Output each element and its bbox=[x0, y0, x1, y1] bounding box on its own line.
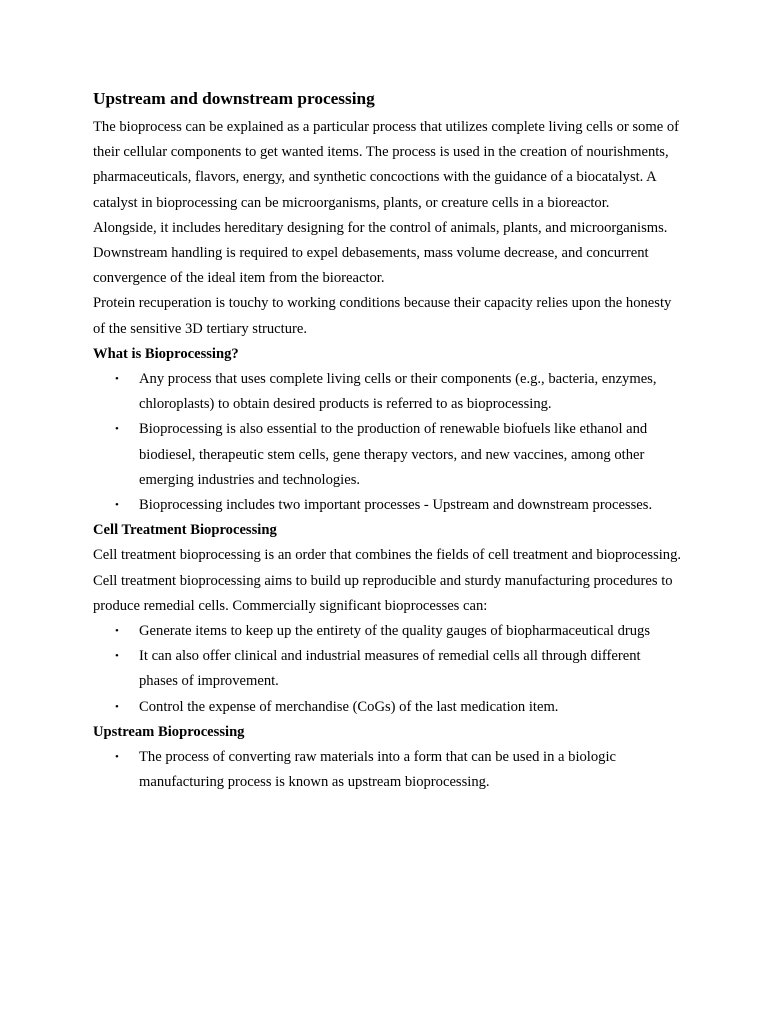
document-page bbox=[93, 86, 683, 795]
bullet-icon: • bbox=[115, 499, 119, 512]
bullet-list bbox=[93, 619, 683, 720]
section-heading-what-is-bioprocessing: What is Bioprocessing? bbox=[93, 345, 239, 362]
list-item: • Bioprocessing is also essential to the production of renewable biofuels like ethanol and biodiesel, therapeutic stem cells, gene therapy vectors, and new vaccines, among other emerging industries and technologies. bbox=[93, 417, 683, 493]
list-item: • Any process that uses complete living cells or their components (e.g., bacteria, enzymes, chloroplasts) to obtain desired products is referred to as bioprocessing. bbox=[93, 367, 683, 417]
document-title: Upstream and downstream processing bbox=[93, 89, 375, 108]
bullet-list bbox=[93, 367, 683, 518]
bullet-icon: • bbox=[115, 700, 119, 713]
bullet-icon: • bbox=[115, 751, 119, 764]
bullet-list bbox=[93, 745, 683, 795]
bullet-icon: • bbox=[115, 650, 119, 663]
list-item: • Control the expense of merchandise (CoGs) of the last medication item. bbox=[93, 695, 683, 720]
bullet-icon: • bbox=[115, 373, 119, 386]
intro-paragraph: Protein recuperation is touchy to working conditions because their capacity relies upon the honesty of the sensitive 3D tertiary structure. bbox=[93, 295, 672, 337]
bullet-icon: • bbox=[115, 423, 119, 436]
list-item: • The process of converting raw materials into a form that can be used in a biologic manufacturing process is known as upstream bioprocessing. bbox=[93, 745, 683, 795]
section-heading-cell-treatment: Cell Treatment Bioprocessing bbox=[93, 522, 277, 539]
bullet-icon: • bbox=[115, 625, 119, 638]
list-item: • It can also offer clinical and industrial measures of remedial cells all through different phases of improvement. bbox=[93, 644, 683, 694]
section-heading-upstream: Upstream Bioprocessing bbox=[93, 723, 245, 740]
section-paragraph: Cell treatment bioprocessing is an order that combines the fields of cell treatment and bioprocessing. Cell treatment bioprocessing aims to build up reproducible and sturdy manufacturing procedures to produce remedial cells. Commercially significant bioprocesses can: bbox=[93, 547, 682, 614]
intro-paragraph: Alongside, it includes hereditary designing for the control of animals, plants, and microorganisms. Downstream handling is required to expel debasements, mass volume decrease, and concurrent convergence of the ideal item from the bioreactor. bbox=[93, 219, 668, 287]
list-item: • Bioprocessing includes two important processes - Upstream and downstream processes. bbox=[93, 493, 683, 518]
list-item: • Generate items to keep up the entirety of the quality gauges of biopharmaceutical drugs bbox=[93, 619, 683, 644]
intro-paragraph: The bioprocess can be explained as a particular process that utilizes complete living cells or some of their cellular components to get wanted items. The process is used in the creation of nourishments, pharmaceuticals, flavors, energy, and synthetic concoctions with the guidance of a biocatalyst. A catalyst in bioprocessing can be microorganisms, plants, or creature cells in a bioreactor. bbox=[93, 119, 679, 211]
